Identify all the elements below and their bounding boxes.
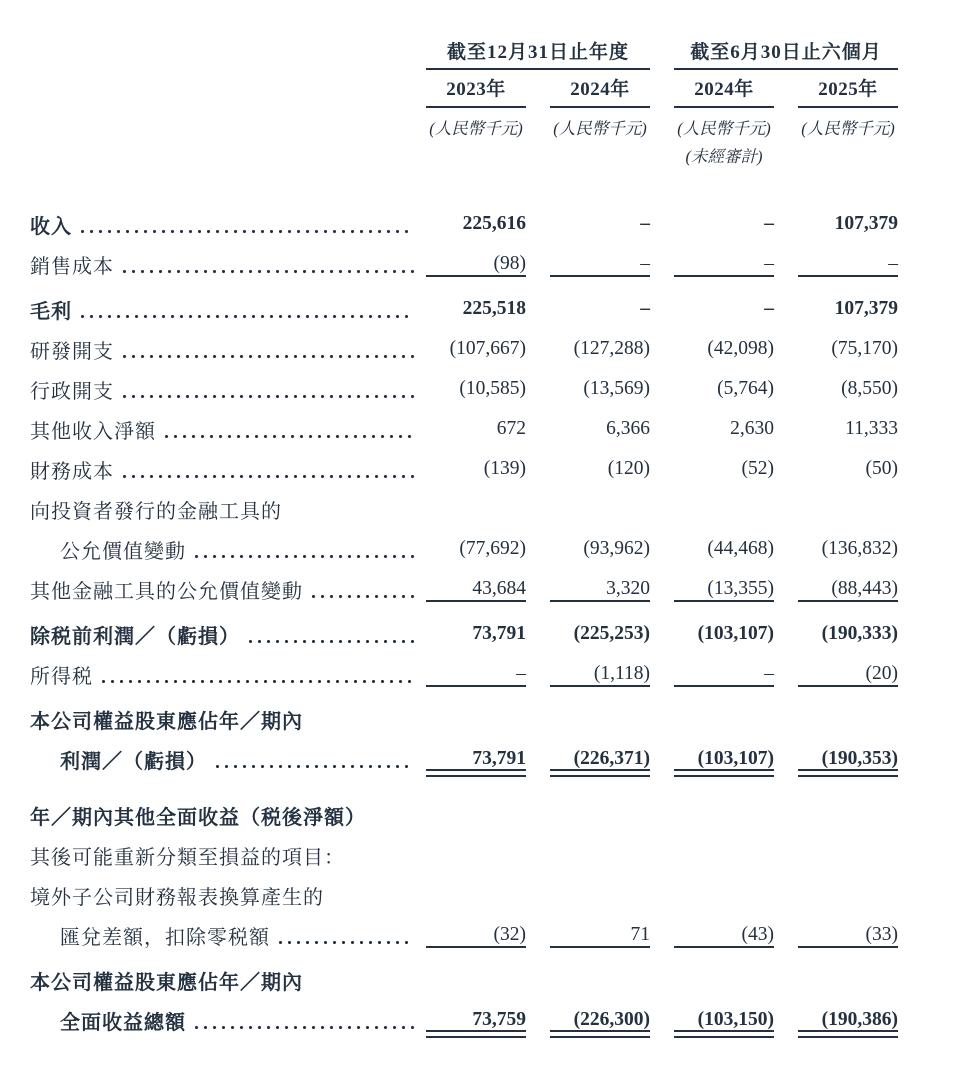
- value-2024-h1: (52): [741, 458, 774, 479]
- table-row: [30, 204, 898, 244]
- row-label: 年／期內其他全面收益（税後淨額）: [30, 806, 366, 829]
- table-row: [30, 795, 898, 835]
- row-label: 銷售成本: [30, 255, 114, 278]
- value-2023: 73,791: [416, 748, 526, 770]
- value-2025-h1: (20): [774, 663, 898, 685]
- value-2024-h1: (42,098): [707, 338, 774, 359]
- column-year-2025-h1: 2025年: [798, 74, 898, 108]
- dot-leader: [249, 640, 414, 643]
- row-label-cell: [30, 705, 898, 734]
- dot-leader: [123, 355, 414, 358]
- row-label-cell: [30, 841, 898, 870]
- value-2024-h1: (103,107): [697, 623, 774, 644]
- value-2025-h1: (190,386): [774, 1009, 898, 1031]
- table-row: [30, 449, 898, 489]
- value-2023: 73,791: [472, 623, 526, 644]
- row-label: 除税前利潤／（虧損）: [30, 625, 240, 648]
- value-2024: –: [640, 213, 650, 234]
- group-title-six-months: [674, 36, 898, 70]
- value-2024-h1: (5,764): [717, 378, 774, 399]
- value-2024-h1: –: [764, 213, 774, 234]
- table-header-units: [30, 114, 898, 140]
- table-row: [30, 960, 898, 1000]
- group-title-label: 截至12月31日止年度: [446, 42, 629, 63]
- table-row: [30, 569, 898, 609]
- row-label-cell: [30, 535, 416, 564]
- column-year-2024: 2024年: [550, 74, 650, 108]
- row-label-cell: [30, 495, 898, 524]
- value-2025-h1: 107,379: [834, 213, 898, 234]
- dot-leader: [312, 595, 414, 598]
- row-label: 本公司權益股東應佔年／期內: [30, 710, 303, 733]
- value-2023: (98): [416, 253, 526, 275]
- dot-leader: [279, 941, 414, 944]
- value-2024-h1: (44,468): [707, 538, 774, 559]
- value-2024-h1: 2,630: [730, 418, 774, 439]
- row-label-cell: [30, 250, 416, 279]
- value-2023: (10,585): [459, 378, 526, 399]
- value-2024-h1: (103,150): [650, 1009, 774, 1031]
- row-label-cell: [30, 881, 898, 910]
- dot-leader: [123, 270, 414, 273]
- value-2024: 3,320: [526, 578, 650, 600]
- value-2024: –: [640, 298, 650, 319]
- column-year-2024-h1: 2024年: [674, 74, 774, 108]
- currency-unit: (人民幣千元): [801, 119, 895, 138]
- column-year-2023: 2023年: [426, 74, 526, 108]
- value-2024: –: [526, 253, 650, 275]
- table-row: [30, 875, 898, 915]
- row-label: 毛利: [30, 300, 72, 323]
- row-label-cell: [30, 745, 416, 774]
- table-header-groups: [30, 36, 898, 70]
- row-label: 行政開支: [30, 380, 114, 403]
- value-2023: (77,692): [459, 538, 526, 559]
- value-2024: (13,569): [583, 378, 650, 399]
- value-2024: (127,288): [573, 338, 650, 359]
- table-row: [30, 699, 898, 739]
- value-2024: (1,118): [526, 663, 650, 685]
- row-label: 本公司權益股東應佔年／期內: [30, 971, 303, 994]
- table-row: [30, 329, 898, 369]
- dot-leader: [195, 1026, 414, 1029]
- value-2025-h1: (190,333): [821, 623, 898, 644]
- value-2023: 43,684: [416, 578, 526, 600]
- dot-leader: [216, 765, 414, 768]
- table-row: [30, 614, 898, 654]
- row-label-cell: [30, 966, 898, 995]
- value-2024-h1: (13,355): [650, 578, 774, 600]
- value-2024: (120): [607, 458, 650, 479]
- table-row: [30, 244, 898, 284]
- dot-leader: [81, 230, 414, 233]
- table-row: [30, 915, 898, 955]
- table-row: [30, 835, 898, 875]
- row-label: 向投資者發行的金融工具的: [30, 500, 282, 523]
- row-label: 財務成本: [30, 460, 114, 483]
- row-label-cell: [30, 415, 416, 444]
- table-row: [30, 489, 898, 529]
- row-label-cell: [30, 335, 416, 364]
- row-label-cell: [30, 210, 416, 239]
- table-row: [30, 654, 898, 694]
- value-2024: (93,962): [583, 538, 650, 559]
- value-2023: (32): [416, 924, 526, 946]
- currency-unit: (人民幣千元): [429, 119, 523, 138]
- row-label: 所得税: [30, 665, 93, 688]
- row-label: 匯兌差額，扣除零税額: [60, 926, 270, 949]
- row-label: 全面收益總額: [60, 1011, 186, 1034]
- value-2025-h1: 107,379: [834, 298, 898, 319]
- value-2023: 225,616: [462, 213, 526, 234]
- group-title-label: 截至6月30日止六個月: [690, 42, 882, 63]
- value-2025-h1: (136,832): [821, 538, 898, 559]
- table-body: [30, 204, 898, 1040]
- table-row: [30, 1000, 898, 1040]
- currency-unit: (人民幣千元): [553, 119, 647, 138]
- row-label: 境外子公司財務報表換算產生的: [30, 886, 324, 909]
- value-2025-h1: (50): [865, 458, 898, 479]
- value-2024-h1: –: [764, 298, 774, 319]
- row-label-cell: [30, 1006, 416, 1035]
- dot-leader: [102, 680, 414, 683]
- value-2025-h1: (88,443): [774, 578, 898, 600]
- value-2023: –: [416, 663, 526, 685]
- row-label: 收入: [30, 215, 72, 238]
- value-2024: 71: [526, 924, 650, 946]
- value-2023: (107,667): [449, 338, 526, 359]
- table-row: [30, 529, 898, 569]
- row-label-cell: [30, 295, 416, 324]
- value-2024-h1: (43): [650, 924, 774, 946]
- dot-leader: [195, 555, 414, 558]
- row-label-cell: [30, 801, 898, 830]
- dot-leader: [81, 315, 414, 318]
- value-2024-h1: –: [650, 253, 774, 275]
- value-2025-h1: (8,550): [841, 378, 898, 399]
- dot-leader: [123, 395, 414, 398]
- group-title-year-ended: [426, 36, 650, 70]
- value-2024: (226,300): [526, 1009, 650, 1031]
- value-2025-h1: (75,170): [831, 338, 898, 359]
- row-label: 其他金融工具的公允價值變動: [30, 580, 303, 603]
- table-row: [30, 739, 898, 779]
- row-label-cell: [30, 921, 416, 950]
- row-label-cell: [30, 455, 416, 484]
- row-label: 公允價值變動: [60, 540, 186, 563]
- table-header-years: [30, 72, 898, 108]
- unaudited-note: (未經審計): [685, 147, 763, 166]
- dot-leader: [123, 475, 414, 478]
- table-row: [30, 289, 898, 329]
- value-2025-h1: (190,353): [774, 748, 898, 770]
- dot-leader: [165, 435, 414, 438]
- value-2023: (139): [483, 458, 526, 479]
- row-label: 其後可能重新分類至損益的項目：: [30, 846, 345, 869]
- value-2023: 73,759: [416, 1009, 526, 1031]
- row-label: 利潤／（虧損）: [60, 750, 207, 773]
- value-2024-h1: –: [650, 663, 774, 685]
- value-2024: (226,371): [526, 748, 650, 770]
- row-label-cell: [30, 660, 416, 689]
- value-2025-h1: 11,333: [845, 418, 898, 439]
- value-2025-h1: (33): [774, 924, 898, 946]
- table-header-notes: [30, 140, 898, 170]
- row-label-cell: [30, 575, 416, 604]
- row-label-cell: [30, 620, 416, 649]
- header-spacer: [30, 36, 416, 70]
- currency-unit: (人民幣千元): [677, 119, 771, 138]
- row-label-cell: [30, 375, 416, 404]
- value-2023: 225,518: [462, 298, 526, 319]
- row-label: 其他收入淨額: [30, 420, 156, 443]
- row-label: 研發開支: [30, 340, 114, 363]
- value-2024: 6,366: [606, 418, 650, 439]
- value-2023: 672: [496, 418, 526, 439]
- table-row: [30, 409, 898, 449]
- value-2024: (225,253): [573, 623, 650, 644]
- value-2025-h1: –: [774, 253, 898, 275]
- table-row: [30, 369, 898, 409]
- value-2024-h1: (103,107): [650, 748, 774, 770]
